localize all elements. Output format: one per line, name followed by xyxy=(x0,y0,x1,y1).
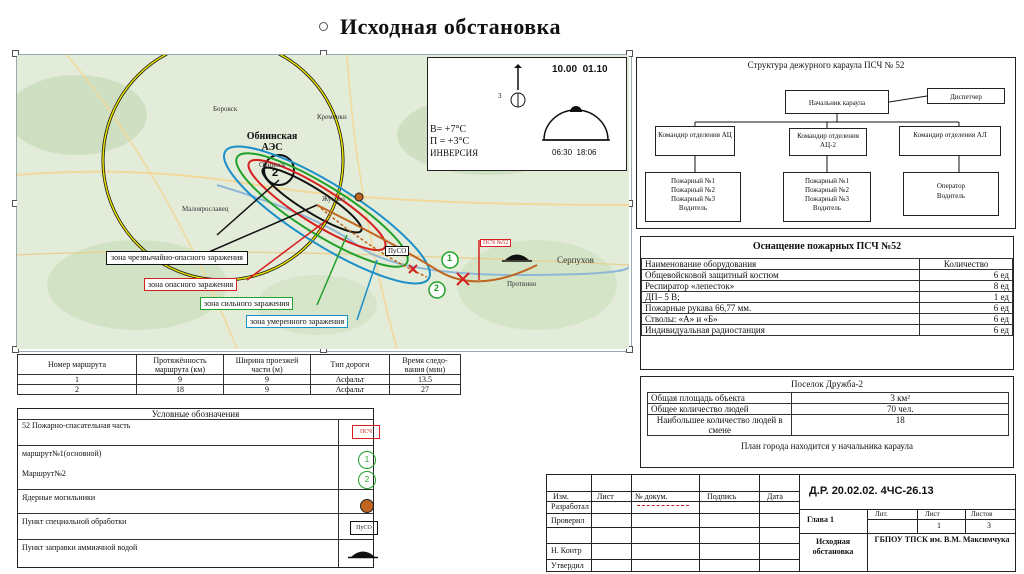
stamp-col: Подпись xyxy=(707,492,737,501)
table-cell: 6 ед xyxy=(920,270,1013,281)
sheet-value: 1 xyxy=(937,521,941,530)
zone-label-emergency xyxy=(106,251,248,265)
crew-member: Пожарный №1 xyxy=(805,177,849,185)
crew-node-1 xyxy=(645,172,741,222)
table-header-cell: Количество xyxy=(920,259,1013,270)
table-row xyxy=(642,303,1013,314)
table-cell: 1 ед xyxy=(920,292,1013,303)
table-cell: Пожарные рукава 66,77 мм. xyxy=(642,303,920,314)
zone-label-text: зона сильного заражения xyxy=(204,299,290,308)
page-title: Исходная обстановка xyxy=(340,14,562,39)
legend-panel xyxy=(17,408,374,568)
crew-member: Пожарный №2 xyxy=(671,186,715,194)
equipment-panel xyxy=(640,236,1014,370)
stamp-divider xyxy=(547,559,799,560)
legend-item-label: Пункт специальной обработки xyxy=(22,517,127,526)
wind-arrow-icon xyxy=(506,64,536,116)
settlement-title: Поселок Дружба-2 xyxy=(790,379,863,389)
table-cell: Общевойсковой защитный костюм xyxy=(642,270,920,281)
stamp-divider xyxy=(547,527,799,528)
table-row xyxy=(648,404,1009,415)
stamp-role: Утвердил xyxy=(551,561,584,570)
legend-divider xyxy=(338,419,339,567)
sheet-label: Лист xyxy=(925,510,940,518)
town-label: Обнинск xyxy=(259,161,286,169)
table-cell: 6 ед xyxy=(920,303,1013,314)
stamp-col: Лист xyxy=(597,492,614,501)
stamp-role: Н. Контр xyxy=(551,546,582,555)
table-row xyxy=(642,270,1013,281)
temp-soil: П = +3°С xyxy=(430,136,470,147)
table-cell: 9 xyxy=(224,375,311,385)
table-cell: Индивидуальная радиостанция xyxy=(642,325,920,336)
nuclear-burial-icon xyxy=(360,499,374,513)
stamp-col: Дата xyxy=(767,492,783,501)
legend-symbol-text: ПСЧ xyxy=(359,429,373,435)
zone-label-text: зона чрезвычайно-опасного заражения xyxy=(111,253,243,262)
table-cell: ДП– 5 В; xyxy=(642,292,920,303)
table-header-cell: Протяжённость маршрута (км) xyxy=(137,355,224,375)
crew-member: Водитель xyxy=(812,204,842,212)
weather-time: 10.00 01.10 xyxy=(552,64,608,75)
stamp-divider xyxy=(759,475,760,571)
table-cell: Наибольшее количество людей в смене xyxy=(648,415,792,436)
temp-air: В= +7°С xyxy=(430,124,467,135)
dispatcher-node: Диспетчер xyxy=(927,88,1005,104)
equipment-title: Оснащение пожарных ПСЧ №52 xyxy=(752,241,902,252)
table-cell: 27 xyxy=(390,385,461,395)
route-marker-2: 2 xyxy=(434,283,440,293)
sun-icon xyxy=(540,106,612,142)
table-cell: 1 xyxy=(18,375,137,385)
settlement-note: План города находится у начальника караула xyxy=(741,441,913,451)
zone-label-moderate xyxy=(246,315,348,328)
lit-label: Лит. xyxy=(875,510,888,518)
commander-node: Командир отделения АЛ xyxy=(899,126,1001,156)
legend-symbol-text: 2 xyxy=(364,475,370,484)
table-cell: 6 ед xyxy=(920,325,1013,336)
stamp-divider xyxy=(547,513,799,514)
decon-point: ПуСО xyxy=(385,246,409,256)
zone-label-dangerous xyxy=(144,278,237,291)
stamp-col: Изм. xyxy=(553,492,569,501)
table-cell: Общее количество людей xyxy=(648,404,792,415)
table-cell: 18 xyxy=(792,415,1009,436)
table-row xyxy=(18,375,461,385)
settlement-table xyxy=(647,392,1009,436)
legend-symbol-text: 1 xyxy=(364,455,370,464)
table-cell: Стволы: «А» и «Б» xyxy=(642,314,920,325)
stamp-role: Проверил xyxy=(551,516,585,525)
route-2-symbol-icon xyxy=(358,471,376,489)
table-cell: 9 xyxy=(137,375,224,385)
table-cell: 2 xyxy=(18,385,137,395)
table-cell: Общая площадь объекта xyxy=(648,393,792,404)
commander-node: Командир отделения АЦ xyxy=(655,126,735,156)
zone-label-strong xyxy=(200,297,293,310)
organization: ГБПОУ ТПСК им. В.М. Максимчука xyxy=(874,535,1010,544)
title-block xyxy=(546,474,1016,572)
npp-label: Обнинская АЭС xyxy=(246,131,298,153)
table-cell: 3 км² xyxy=(792,393,1009,404)
zone-label-text: зона опасного заражения xyxy=(148,280,234,289)
crew-member: Водитель xyxy=(936,192,966,200)
legend-divider xyxy=(18,513,373,514)
doc-code: Д.Р. 20.02.02. 4ЧС-26.13 xyxy=(809,485,934,497)
legend-item-label: 52 Пожарно-спасательная часть xyxy=(22,421,131,430)
legend-divider xyxy=(18,539,373,540)
chief-node: Начальник караула xyxy=(785,90,889,114)
zone-label-text: зона умеренного заражения xyxy=(250,317,345,326)
table-row xyxy=(642,281,1013,292)
inversion-label: ИНВЕРСИЯ xyxy=(430,148,479,158)
structure-panel xyxy=(636,57,1016,229)
table-cell: 70 чел. xyxy=(792,404,1009,415)
table-header-row xyxy=(642,259,1013,270)
route-1-symbol-icon xyxy=(358,451,376,469)
signature xyxy=(637,505,689,506)
table-header-cell: Ширина проезжей части (м) xyxy=(224,355,311,375)
crew-node-3 xyxy=(903,172,999,216)
table-cell: 18 xyxy=(137,385,224,395)
table-cell: Асфальт xyxy=(311,385,390,395)
structure-title: Структура дежурного караула ПСЧ № 52 xyxy=(747,60,905,70)
table-row xyxy=(642,325,1013,336)
crew-member: Водитель xyxy=(678,204,708,212)
stamp-divider xyxy=(867,519,1015,520)
table-header-row xyxy=(18,355,461,375)
equipment-table xyxy=(641,258,1013,336)
table-header-cell: Наименование оборудования xyxy=(642,259,920,270)
stamp-divider xyxy=(799,533,1015,534)
table-row xyxy=(648,393,1009,404)
town-label: Кременки xyxy=(317,113,347,121)
stamp-divider xyxy=(547,491,799,492)
table-header-cell: Время следо-вания (мин) xyxy=(390,355,461,375)
psch-symbol-icon xyxy=(352,425,380,439)
settlement-panel xyxy=(640,376,1014,468)
psch-flag: ПСЧ №52 xyxy=(480,239,511,247)
table-cell: 13.5 xyxy=(390,375,461,385)
crew-member: Оператор xyxy=(936,182,966,190)
weather-panel xyxy=(427,57,627,171)
stamp-divider xyxy=(799,475,800,571)
table-cell: Асфальт xyxy=(311,375,390,385)
table-cell: 8 ед xyxy=(920,281,1013,292)
legend-divider xyxy=(18,445,373,446)
town-label: Малоярославец xyxy=(182,205,229,213)
table-cell: Респиратор «лепесток» xyxy=(642,281,920,292)
route-marker-1: 1 xyxy=(447,253,453,263)
rotate-handle[interactable] xyxy=(319,22,328,31)
table-header-cell: Тип дороги xyxy=(311,355,390,375)
town-label: Жуково xyxy=(322,195,345,203)
town-label: Серпухов xyxy=(557,255,594,265)
stamp-col: № докум. xyxy=(635,492,668,501)
table-cell: 9 xyxy=(224,385,311,395)
table-row xyxy=(18,385,461,395)
stamp-divider xyxy=(591,475,592,571)
crew-member: Пожарный №3 xyxy=(671,195,715,203)
stamp-divider xyxy=(917,509,918,533)
routes-table xyxy=(17,354,461,395)
table-row xyxy=(642,314,1013,325)
sun-times: 06:30 18:06 xyxy=(552,148,597,157)
sheets-value: 3 xyxy=(987,521,991,530)
legend-title: Условные обозначения xyxy=(18,409,373,420)
town-label: Протвино xyxy=(507,280,537,288)
svg-text:2: 2 xyxy=(272,167,279,179)
legend-divider xyxy=(18,489,373,490)
wind-mark: 3 xyxy=(498,92,502,100)
table-row xyxy=(642,292,1013,303)
legend-item-label: Маршрут№2 xyxy=(22,469,66,478)
table-row xyxy=(648,415,1009,436)
stamp-role: Разработал xyxy=(551,502,589,511)
table-cell: 6 ед xyxy=(920,314,1013,325)
town-label: Боровск xyxy=(213,105,238,113)
legend-item-label: Пункт заправки аммиачной водой xyxy=(22,543,138,552)
stamp-divider xyxy=(965,509,966,533)
commander-node: Командир отделения АЦ-2 xyxy=(789,128,867,156)
crew-member: Пожарный №2 xyxy=(805,186,849,194)
crew-member: Пожарный №3 xyxy=(805,195,849,203)
crew-node-2 xyxy=(783,172,871,222)
sheets-label: Листов xyxy=(971,510,993,518)
crew-member: Пожарный №1 xyxy=(671,177,715,185)
chapter: Глава 1 xyxy=(807,515,834,524)
ammonia-point-icon xyxy=(348,547,378,559)
legend-item-label: Ядерные могильники xyxy=(22,493,96,502)
stamp-divider xyxy=(631,475,632,571)
stamp-divider xyxy=(547,543,799,544)
stamp-divider xyxy=(699,475,700,571)
legend-item-label: маршрут№1(основной) xyxy=(22,449,102,458)
doc-title: Исходная обстановка xyxy=(812,537,854,556)
decon-symbol-icon xyxy=(350,521,378,535)
legend-symbol-text: ПуСО xyxy=(356,525,372,531)
table-header-cell: Номер маршрута xyxy=(18,355,137,375)
